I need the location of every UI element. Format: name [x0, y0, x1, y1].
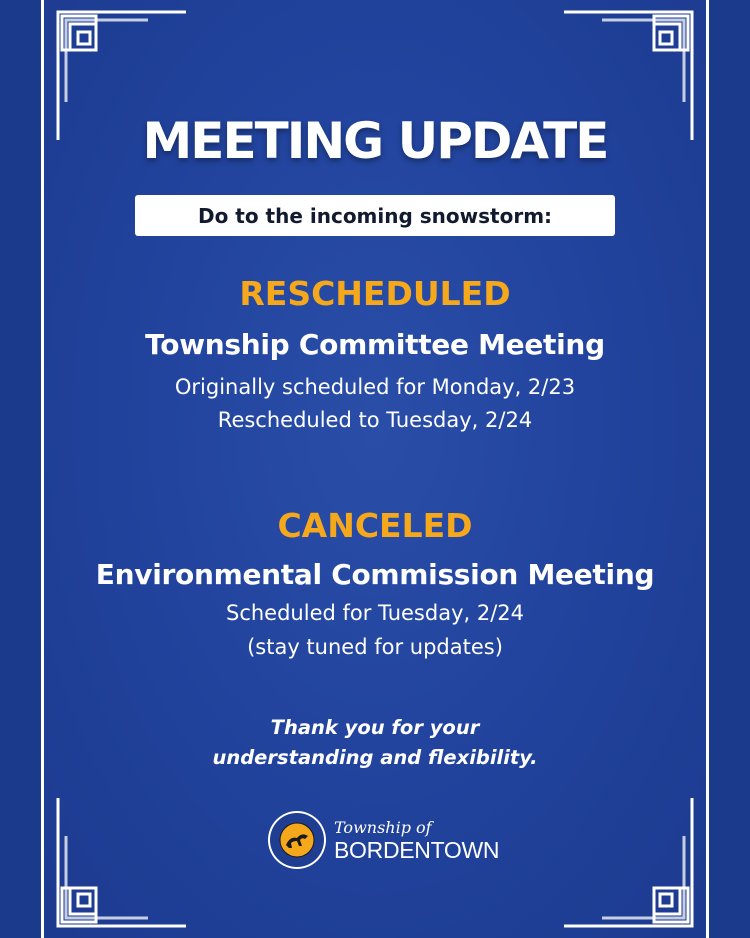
logo-township-of: Township of: [334, 818, 432, 837]
rescheduled-original-date: Originally scheduled for Monday, 2/23: [174, 375, 576, 399]
rescheduled-heading: RESCHEDULED: [239, 274, 511, 313]
corner-ornament-bottom-right: [558, 792, 698, 932]
township-logo: [266, 808, 500, 872]
canceled-note: (stay tuned for updates): [247, 635, 503, 659]
canceled-heading: CANCELED: [277, 506, 473, 545]
logo-bordentown: BORDENTOWN: [334, 837, 500, 863]
thanks-line-2: understanding and flexibility.: [212, 746, 538, 769]
subtitle-text: Do to the incoming snowstorm:: [197, 203, 553, 228]
thanks-line-1: Thank you for your: [270, 716, 480, 739]
township-seal-icon: [266, 809, 328, 871]
canceled-date: Scheduled for Tuesday, 2/24: [226, 601, 524, 625]
page-title: MEETING UPDATE: [142, 112, 608, 170]
flyer-card: [44, 0, 706, 938]
rescheduled-new-date: Rescheduled to Tuesday, 2/24: [217, 408, 533, 432]
rescheduled-meeting-name: Township Committee Meeting: [145, 328, 605, 361]
subtitle-banner: [135, 195, 615, 236]
township-wordmark: [334, 818, 499, 862]
corner-ornament-bottom-left: [52, 792, 192, 932]
canceled-meeting-name: Environmental Commission Meeting: [95, 558, 655, 591]
